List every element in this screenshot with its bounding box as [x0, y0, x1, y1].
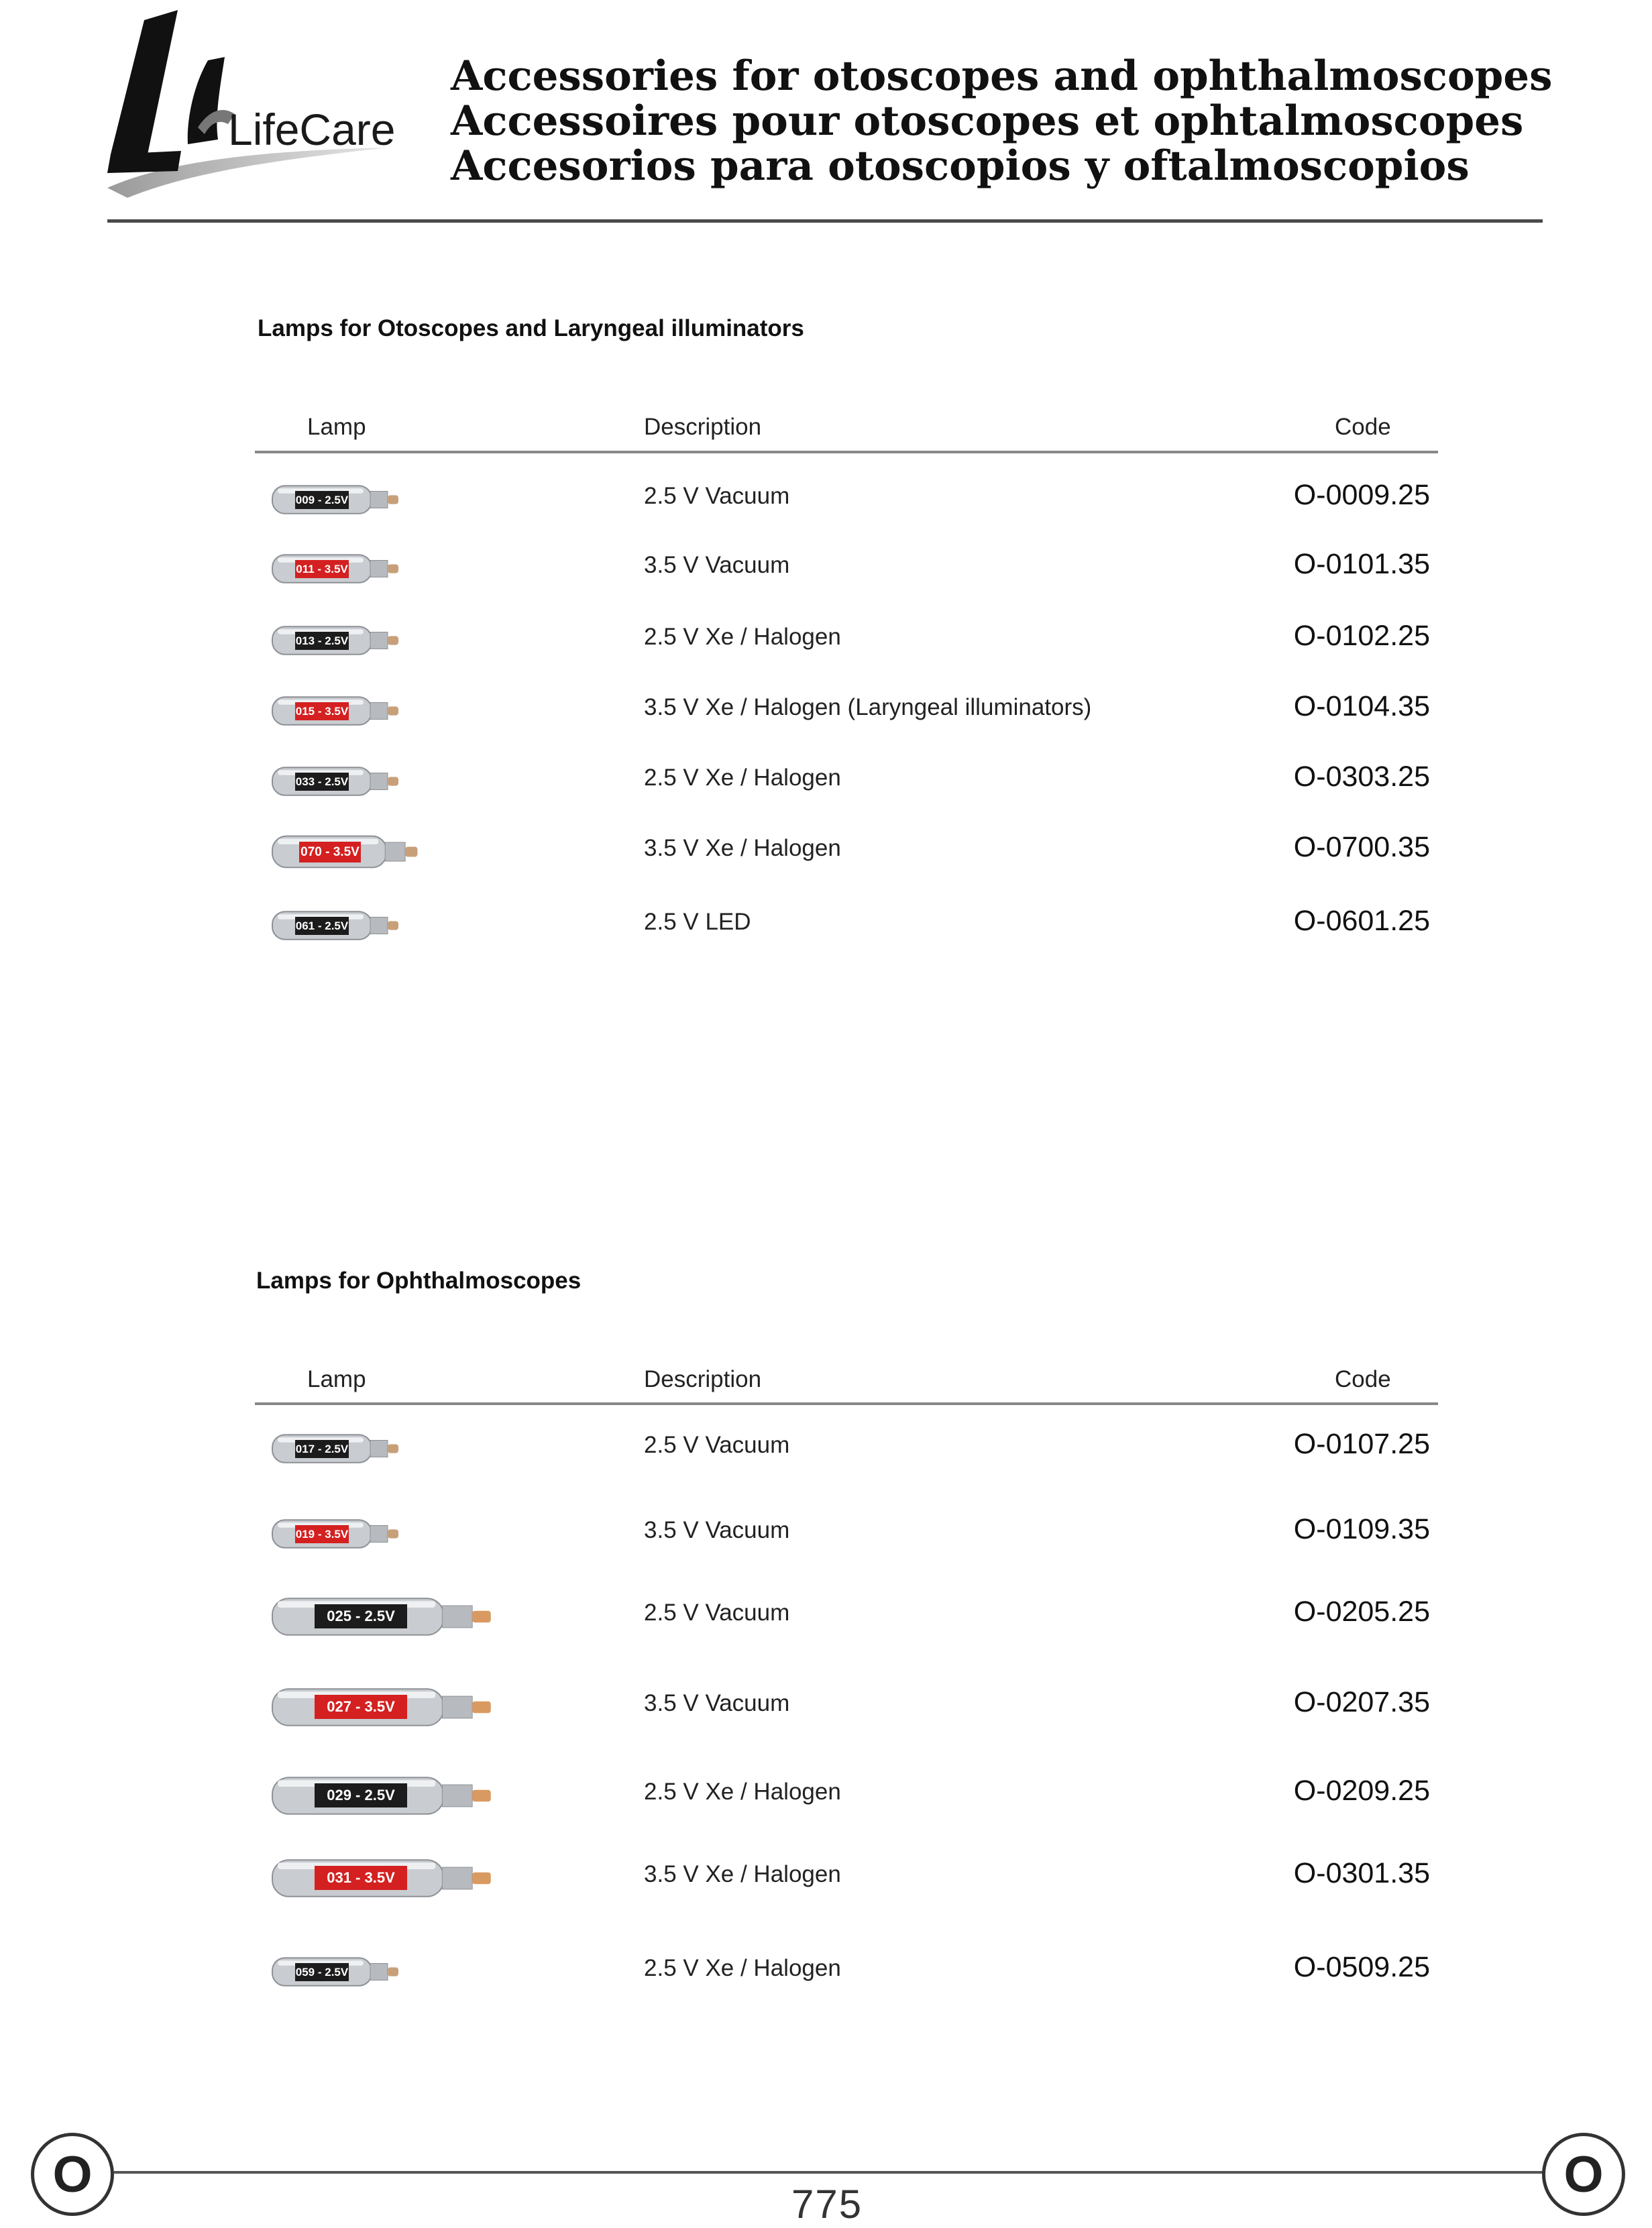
lamp-label-band: 017 - 2.5V: [295, 1440, 349, 1458]
lamp-base: [442, 1785, 472, 1807]
lamp-label-band: 070 - 3.5V: [299, 842, 361, 862]
section-badge-right: O: [1542, 2133, 1625, 2216]
table-row: [255, 1586, 1435, 1653]
lamp-code: O-0301.35: [1293, 1857, 1430, 1889]
page-number: 775: [791, 2182, 863, 2227]
lamp-label-band: 015 - 3.5V: [295, 702, 349, 720]
lamp-label-band: 061 - 2.5V: [295, 917, 349, 935]
lamp-contact: [388, 1967, 398, 1976]
lamp-base: [370, 492, 388, 508]
column-header-code: Code: [1335, 1366, 1391, 1392]
table-divider: [255, 451, 1438, 453]
column-header-description: Description: [644, 1366, 762, 1392]
table-row: [255, 610, 1435, 677]
header-divider: [107, 219, 1543, 223]
table-row: [255, 751, 1435, 818]
lamp-label-band: 025 - 2.5V: [315, 1604, 407, 1628]
section-title-otoscope-lamps: Lamps for Otoscopes and Laryngeal illuminators: [258, 315, 804, 341]
column-header-lamp: Lamp: [307, 414, 366, 440]
lamp-base: [370, 632, 388, 649]
lamp-description: 2.5 V Vacuum: [644, 1600, 790, 1626]
lamp-code: O-0109.35: [1293, 1513, 1430, 1545]
lamp-code: O-0102.25: [1293, 620, 1430, 652]
lamp-base: [370, 1441, 388, 1457]
table-row: [255, 1504, 1435, 1571]
lamp-code: O-0107.25: [1293, 1428, 1430, 1460]
table-row: [255, 1848, 1435, 1915]
lamp-contact: [388, 564, 398, 573]
lamp-code: O-0101.35: [1293, 548, 1430, 580]
lamp-description: 3.5 V Xe / Halogen: [644, 835, 841, 861]
lamp-code: O-0009.25: [1293, 479, 1430, 511]
lamp-contact: [388, 495, 398, 504]
footer-divider: [114, 2171, 1543, 2174]
lamp-base: [442, 1867, 472, 1889]
table-row: [255, 469, 1435, 537]
column-header-description: Description: [644, 414, 762, 440]
lamp-description: 2.5 V Xe / Halogen: [644, 765, 841, 791]
lamp-contact: [388, 1444, 398, 1453]
lamp-code: O-0509.25: [1293, 1951, 1430, 1983]
table-row: [255, 681, 1435, 748]
lamp-contact: [388, 706, 398, 715]
lamp-contact: [472, 1610, 491, 1622]
table-row: [255, 822, 1435, 889]
lamp-base: [370, 1964, 388, 1981]
lamp-label-band: 009 - 2.5V: [295, 491, 349, 509]
lamp-contact: [472, 1872, 491, 1883]
lamp-base: [385, 842, 405, 861]
lamp-description: 2.5 V Vacuum: [644, 483, 790, 509]
column-header-lamp: Lamp: [307, 1366, 366, 1392]
lamp-contact: [405, 847, 417, 857]
lamp-label-band: 059 - 2.5V: [295, 1963, 349, 1981]
lamp-contact: [388, 921, 398, 930]
table-row: [255, 1677, 1435, 1744]
lamp-description: 2.5 V Xe / Halogen: [644, 1955, 841, 1981]
lamp-description: 2.5 V Xe / Halogen: [644, 1779, 841, 1805]
lamp-code: O-0209.25: [1293, 1775, 1430, 1807]
lamp-description: 2.5 V LED: [644, 909, 751, 935]
lamp-base: [370, 1526, 388, 1543]
lamp-description: 2.5 V Vacuum: [644, 1432, 790, 1458]
lamp-label-band: 027 - 3.5V: [315, 1695, 407, 1719]
lamp-label-band: 031 - 3.5V: [315, 1866, 407, 1890]
table-divider: [255, 1402, 1438, 1405]
lamp-code: O-0104.35: [1293, 690, 1430, 722]
page-title-es: Accesorios para otoscopios y oftalmoscopios: [451, 142, 1470, 190]
brand-name: LifeCare: [228, 105, 396, 154]
lamp-contact: [388, 636, 398, 645]
lamp-base: [442, 1696, 472, 1718]
lamp-label-band: 013 - 2.5V: [295, 632, 349, 650]
lamp-code: O-0205.25: [1293, 1596, 1430, 1628]
lamp-contact: [472, 1789, 491, 1801]
lamp-code: O-0303.25: [1293, 761, 1430, 793]
lamp-label-band: 033 - 2.5V: [295, 773, 349, 791]
lamp-code: O-0700.35: [1293, 831, 1430, 863]
column-header-code: Code: [1335, 414, 1391, 440]
lamp-label-band: 029 - 2.5V: [315, 1783, 407, 1807]
lamp-code: O-0207.35: [1293, 1686, 1430, 1718]
lamp-description: 3.5 V Vacuum: [644, 552, 790, 578]
lamp-base: [370, 703, 388, 720]
lamp-base: [442, 1606, 472, 1628]
lamp-label-band: 019 - 3.5V: [295, 1525, 349, 1543]
lamp-label-band: 011 - 3.5V: [295, 560, 349, 578]
lamp-code: O-0601.25: [1293, 905, 1430, 937]
lamp-description: 3.5 V Xe / Halogen: [644, 1861, 841, 1887]
lamp-description: 3.5 V Vacuum: [644, 1517, 790, 1543]
lamp-base: [370, 773, 388, 790]
table-row: [255, 1942, 1435, 2009]
lamp-contact: [388, 1529, 398, 1538]
section-title-ophthalmoscope-lamps: Lamps for Ophthalmoscopes: [256, 1268, 582, 1294]
lamp-description: 3.5 V Vacuum: [644, 1690, 790, 1716]
lamp-description: 2.5 V Xe / Halogen: [644, 624, 841, 650]
page-title-en: Accessories for otoscopes and ophthalmoscopes: [451, 52, 1553, 100]
lamp-contact: [388, 777, 398, 785]
table-row: [255, 1418, 1435, 1486]
lamp-description: 3.5 V Xe / Halogen (Laryngeal illuminators): [644, 694, 1092, 720]
table-row: [255, 1765, 1435, 1832]
page-title-fr: Accessoires pour otoscopes et ophtalmoscopes: [451, 97, 1524, 145]
lamp-contact: [472, 1701, 491, 1712]
lamp-base: [370, 561, 388, 577]
table-row: [255, 539, 1435, 606]
section-badge-left: O: [31, 2133, 114, 2216]
lamp-base: [370, 917, 388, 934]
table-row: [255, 895, 1435, 962]
